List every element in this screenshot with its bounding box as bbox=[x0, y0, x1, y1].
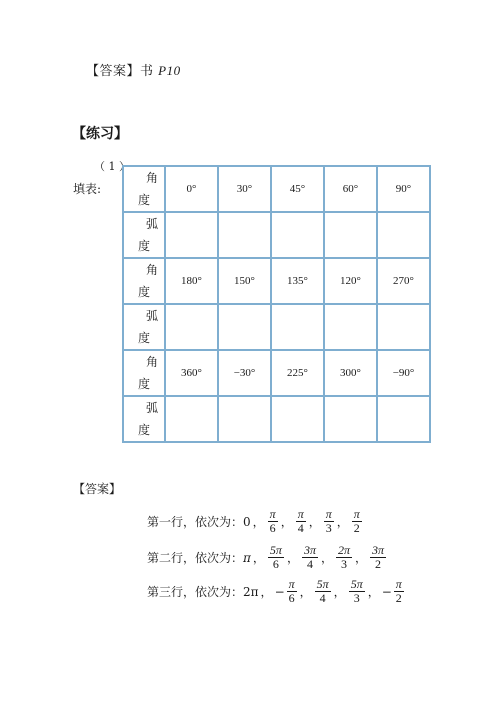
fraction: $\frac{\pi}{2}$ bbox=[353, 507, 360, 535]
fraction: $\frac{\pi}{2}$ bbox=[395, 577, 402, 605]
table-row-angles-3 bbox=[123, 350, 430, 396]
blank-cell bbox=[218, 304, 271, 350]
minus-sign: − bbox=[274, 584, 285, 599]
minus-sign: − bbox=[381, 584, 392, 599]
answer-line-prefix: 第三行，依次为： bbox=[147, 585, 244, 599]
fraction: $\frac{\pi}{6}$ bbox=[288, 577, 295, 605]
radian-header-cell: 弧 度 bbox=[123, 212, 165, 258]
blank-cell bbox=[324, 396, 377, 442]
blank-cell bbox=[377, 396, 430, 442]
table-row-angles-2 bbox=[123, 258, 430, 304]
fraction: $\frac{\pi}{6}$ bbox=[269, 507, 276, 535]
practice-heading: 【练习】 bbox=[72, 126, 128, 142]
fraction: $\frac{3\pi}{4}$ bbox=[303, 543, 316, 571]
blank-cell bbox=[377, 212, 430, 258]
table-row-radians-2 bbox=[123, 304, 430, 350]
answer-heading: 【答案】 bbox=[73, 482, 122, 496]
answer-line-3: 第三行，依次为： 2π ， − $\frac{\pi}{6}$ ， $\frac{5\pi}{4}$ ， $\frac{5\pi}{3}$ ， − $\frac{\pi}{2}$ bbox=[147, 577, 402, 605]
answer-value: π bbox=[243, 550, 251, 565]
answer-reference-prefix: 【答案】书 bbox=[86, 64, 159, 79]
blank-cell bbox=[165, 396, 218, 442]
blank-cell bbox=[165, 304, 218, 350]
blank-cell bbox=[377, 304, 430, 350]
radian-header-cell: 弧 度 bbox=[123, 304, 165, 350]
table-cell: 270° bbox=[377, 258, 430, 304]
table-cell: −30° bbox=[218, 350, 271, 396]
table-cell: 300° bbox=[324, 350, 377, 396]
blank-cell bbox=[218, 212, 271, 258]
table-cell: 60° bbox=[324, 166, 377, 212]
table-cell: 150° bbox=[218, 258, 271, 304]
table-cell: 90° bbox=[377, 166, 430, 212]
answer-value: 2π bbox=[243, 584, 259, 599]
fraction: $\frac{3\pi}{2}$ bbox=[372, 543, 385, 571]
fraction: $\frac{2\pi}{3}$ bbox=[337, 543, 350, 571]
blank-cell bbox=[271, 212, 324, 258]
fraction: $\frac{5\pi}{4}$ bbox=[316, 577, 329, 605]
radian-header-cell: 弧 度 bbox=[123, 396, 165, 442]
answer-line-2: 第二行，依次为： π ， $\frac{5\pi}{6}$ ， $\frac{3\pi}{4}$ ， $\frac{2\pi}{3}$ ， $\frac{3\pi}{2}$ bbox=[147, 543, 385, 571]
blank-cell bbox=[324, 304, 377, 350]
blank-cell bbox=[271, 396, 324, 442]
angle-radian-table bbox=[122, 165, 431, 443]
answer-line-1: 第一行，依次为： 0 ， $\frac{\pi}{6}$ ， $\frac{\pi}{4}$ ， $\frac{\pi}{3}$ ， $\frac{\pi}{2}$ bbox=[147, 507, 360, 535]
angle-header-cell: 角 度 bbox=[123, 350, 165, 396]
angle-header-cell: 角 度 bbox=[123, 166, 165, 212]
table-cell: 0° bbox=[165, 166, 218, 212]
blank-cell bbox=[271, 304, 324, 350]
answer-line-prefix: 第二行，依次为： bbox=[147, 551, 244, 565]
answer-reference bbox=[86, 60, 181, 79]
table-cell: 180° bbox=[165, 258, 218, 304]
blank-cell bbox=[165, 212, 218, 258]
table-row-radians-3 bbox=[123, 396, 430, 442]
fraction: $\frac{5\pi}{3}$ bbox=[350, 577, 363, 605]
table-cell: 360° bbox=[165, 350, 218, 396]
answer-value: 0 bbox=[243, 514, 251, 529]
table-cell: 120° bbox=[324, 258, 377, 304]
angle-header-cell: 角 度 bbox=[123, 258, 165, 304]
fraction: $\frac{\pi}{3}$ bbox=[325, 507, 332, 535]
question-number: （ 1 ） bbox=[94, 160, 130, 173]
answer-line-prefix: 第一行，依次为： bbox=[147, 515, 244, 529]
table-cell: 135° bbox=[271, 258, 324, 304]
table-cell: 225° bbox=[271, 350, 324, 396]
fraction: $\frac{\pi}{4}$ bbox=[297, 507, 304, 535]
table-cell: 45° bbox=[271, 166, 324, 212]
question-instruction: 填表: bbox=[73, 182, 102, 196]
answer-reference-page: P10 bbox=[158, 63, 181, 78]
table-row-angles-1 bbox=[123, 166, 430, 212]
table-row-radians-1 bbox=[123, 212, 430, 258]
blank-cell bbox=[324, 212, 377, 258]
table-cell: 30° bbox=[218, 166, 271, 212]
fraction: $\frac{5\pi}{6}$ bbox=[269, 543, 282, 571]
blank-cell bbox=[218, 396, 271, 442]
table-cell: −90° bbox=[377, 350, 430, 396]
